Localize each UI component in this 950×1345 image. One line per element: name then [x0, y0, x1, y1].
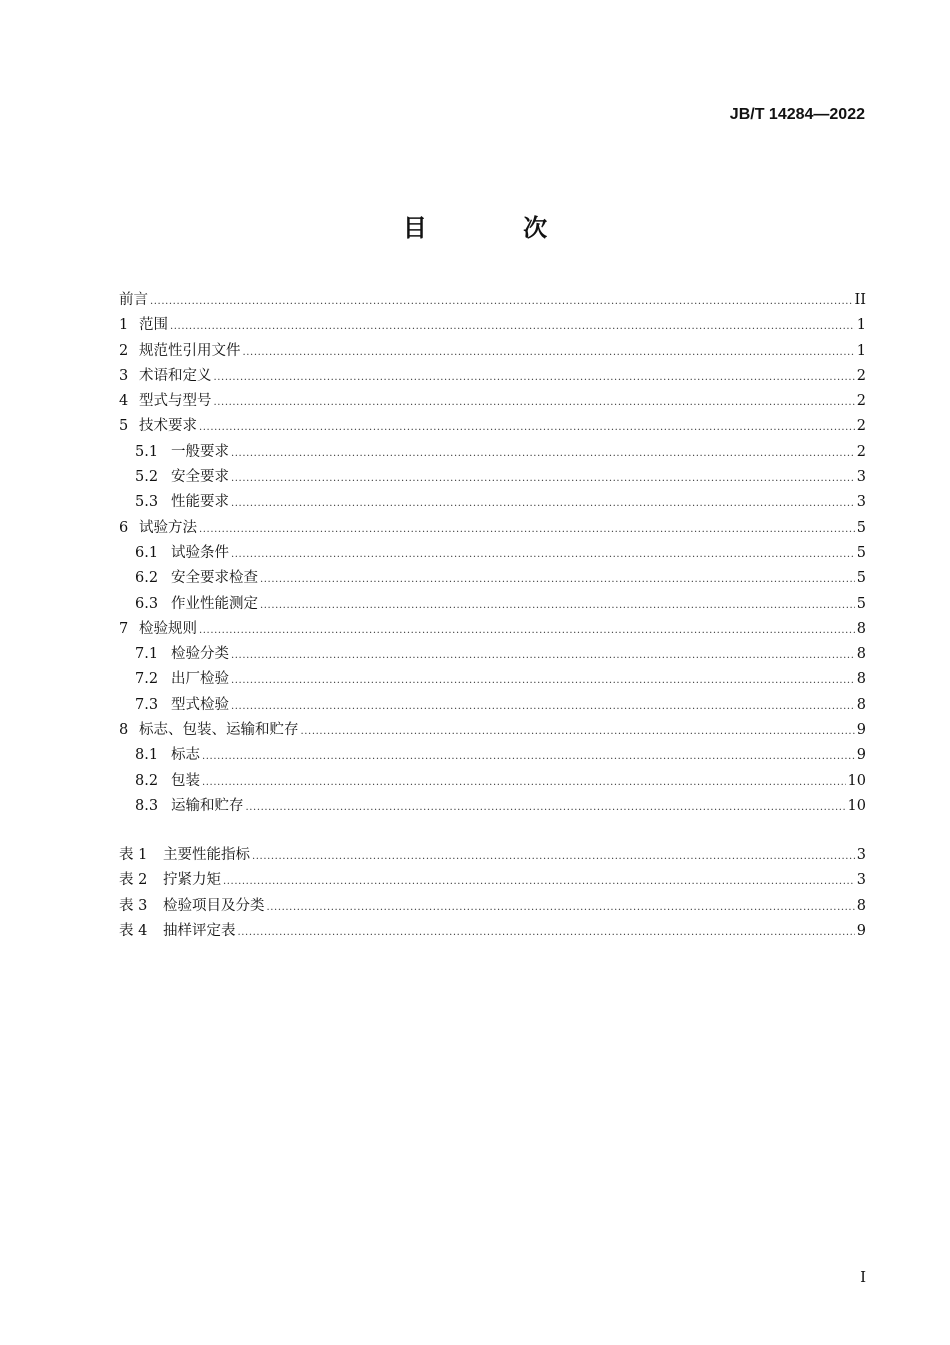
entry-label: 检验规则: [139, 620, 197, 637]
entry-label: 前言: [119, 292, 148, 308]
entry-page: 2: [856, 393, 866, 410]
toc-entry[interactable]: [119, 516, 866, 541]
entry-page: 1: [856, 317, 866, 334]
toc-entry[interactable]: [119, 794, 866, 819]
entry-number: 6.3: [135, 595, 159, 612]
entry-number: 7.3: [135, 696, 159, 713]
entry-label: 出厂检验: [171, 671, 229, 688]
dot-leader: [231, 643, 855, 668]
toc-entry[interactable]: [119, 693, 866, 718]
entry-page: 2: [856, 418, 866, 435]
table-entry[interactable]: [119, 843, 866, 868]
entry-label: 标志、包装、运输和贮存: [139, 722, 299, 739]
entry-label: 试验方法: [139, 519, 197, 536]
entry-label: 检验分类: [171, 646, 229, 663]
dot-leader: [214, 390, 855, 415]
entry-page: 10: [847, 772, 866, 789]
entry-label: 运输和贮存: [171, 797, 244, 814]
entry-number: 5.1: [135, 443, 159, 460]
entry-label: 安全要求: [171, 469, 229, 486]
dot-leader: [243, 340, 855, 365]
entry-number: 8: [119, 722, 129, 739]
dot-leader: [231, 466, 855, 491]
table-entry[interactable]: [119, 868, 866, 893]
entry-number: 3: [119, 367, 129, 384]
dot-leader: [202, 744, 855, 769]
entry-page: 8: [856, 646, 866, 663]
toc-entry[interactable]: [119, 288, 866, 313]
entry-page: 8: [856, 620, 866, 637]
entry-number: 4: [119, 393, 129, 410]
entry-number: 表 1: [119, 847, 148, 863]
entry-page: 9: [856, 747, 866, 764]
dot-leader: [231, 694, 855, 719]
dot-leader: [252, 844, 855, 869]
dot-leader: [202, 770, 846, 795]
toc-entry[interactable]: [119, 414, 866, 439]
entry-label: 抽样评定表: [163, 922, 236, 939]
entry-label: 作业性能测定: [171, 595, 258, 612]
dot-leader: [170, 314, 855, 339]
dot-leader: [214, 365, 855, 390]
entry-label: 术语和定义: [139, 367, 212, 384]
dot-leader: [260, 593, 855, 618]
toc-entry[interactable]: [119, 364, 866, 389]
entry-number: 7.1: [135, 646, 159, 663]
entry-number: 表 3: [119, 897, 148, 914]
entry-page: 5: [856, 595, 866, 612]
entry-label: 一般要求: [171, 443, 229, 460]
entry-number: 5: [119, 418, 129, 435]
entry-page: 5: [856, 570, 866, 587]
toc-entry[interactable]: [119, 541, 866, 566]
entry-label: 技术要求: [139, 418, 197, 435]
dot-leader: [199, 618, 855, 643]
table-entry[interactable]: [119, 919, 866, 944]
entry-page: 10: [847, 797, 866, 814]
dot-leader: [199, 415, 855, 440]
dot-leader: [231, 668, 855, 693]
entry-label: 试验条件: [171, 544, 229, 561]
dot-leader: [223, 869, 855, 894]
entry-label: 检验项目及分类: [163, 897, 265, 914]
toc-entry[interactable]: [119, 339, 866, 364]
dot-leader: [150, 289, 853, 314]
entry-label: 型式检验: [171, 696, 229, 713]
entry-page: 9: [856, 922, 866, 939]
entry-number: 5.3: [135, 494, 159, 511]
entry-page: 5: [856, 544, 866, 561]
dot-leader: [260, 567, 855, 592]
toc-entry[interactable]: [119, 617, 866, 642]
dot-leader: [301, 719, 855, 744]
page-title: 目 次: [402, 214, 592, 242]
toc-entry[interactable]: [119, 667, 866, 692]
toc-entry[interactable]: [119, 743, 866, 768]
toc-entry[interactable]: [119, 769, 866, 794]
entry-number: 6.2: [135, 570, 159, 587]
toc-entry[interactable]: [119, 490, 866, 515]
table-of-contents: [119, 288, 866, 819]
entry-page: 3: [856, 469, 866, 486]
table-entry[interactable]: [119, 894, 866, 919]
entry-page: 8: [856, 897, 866, 914]
entry-label: 拧紧力矩: [163, 872, 221, 889]
entry-page: 2: [856, 443, 866, 460]
entry-page: 9: [856, 722, 866, 739]
entry-number: 表 4: [119, 922, 148, 939]
entry-label: 安全要求检查: [171, 570, 258, 587]
toc-entry[interactable]: [119, 389, 866, 414]
entry-number: 8.2: [135, 772, 159, 789]
entry-page: II: [854, 292, 866, 308]
entry-label: 规范性引用文件: [139, 342, 241, 359]
toc-entry[interactable]: [119, 592, 866, 617]
entry-number: 2: [119, 342, 129, 359]
entry-page: 3: [856, 872, 866, 889]
dot-leader: [199, 517, 855, 542]
entry-page: 8: [856, 671, 866, 688]
dot-leader: [246, 795, 846, 820]
toc-entry[interactable]: [119, 718, 866, 743]
entry-page: 3: [856, 847, 866, 863]
toc-entry[interactable]: [119, 465, 866, 490]
toc-entry[interactable]: [119, 566, 866, 591]
page-number: I: [860, 1268, 866, 1286]
entry-number: 7.2: [135, 671, 159, 688]
toc-entry[interactable]: [119, 313, 866, 338]
dot-leader: [231, 491, 855, 516]
entry-label: 型式与型号: [139, 393, 212, 410]
entry-page: 3: [856, 494, 866, 511]
entry-label: 范围: [139, 317, 168, 334]
standard-code: JB/T 14284—2022: [729, 106, 865, 123]
entry-number: 表 2: [119, 872, 148, 889]
entry-number: 7: [119, 620, 129, 637]
dot-leader: [231, 441, 855, 466]
toc-entry[interactable]: [119, 642, 866, 667]
entry-number: 6.1: [135, 544, 159, 561]
entry-page: 2: [856, 367, 866, 384]
list-of-tables: [119, 843, 866, 944]
entry-number: 6: [119, 519, 129, 536]
entry-label: 包装: [171, 772, 200, 789]
entry-number: 1: [119, 317, 129, 334]
entry-number: 8.3: [135, 797, 159, 814]
entry-label: 标志: [171, 747, 200, 764]
entry-page: 1: [856, 342, 866, 359]
entry-label: 性能要求: [171, 494, 229, 511]
entry-number: 8.1: [135, 747, 159, 764]
entry-page: 5: [856, 519, 866, 536]
dot-leader: [238, 920, 855, 945]
dot-leader: [267, 895, 855, 920]
entry-number: 5.2: [135, 469, 159, 486]
entry-page: 8: [856, 696, 866, 713]
dot-leader: [231, 542, 855, 567]
entry-label: 主要性能指标: [163, 847, 250, 863]
toc-entry[interactable]: [119, 440, 866, 465]
